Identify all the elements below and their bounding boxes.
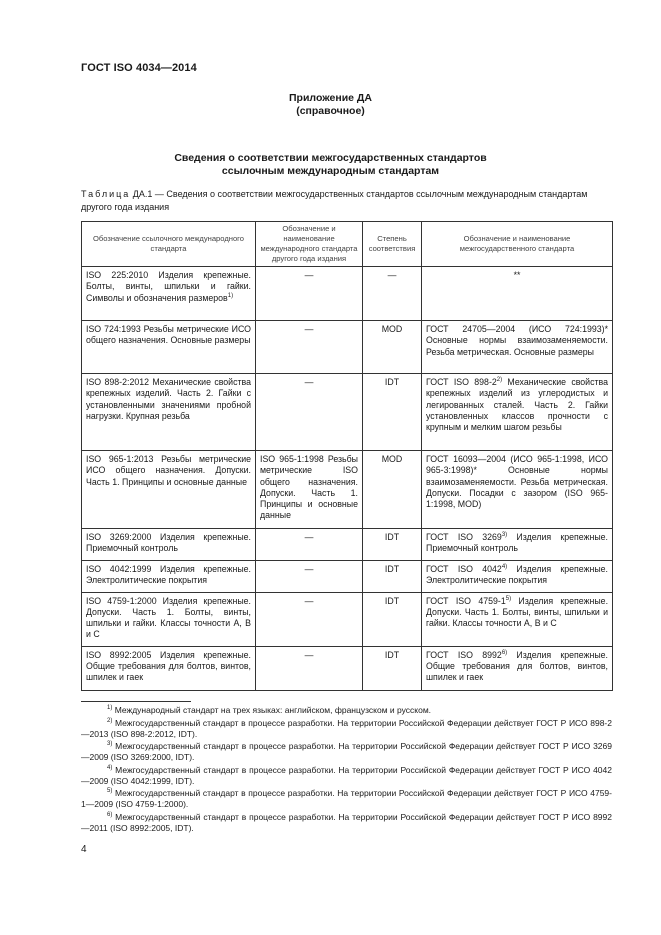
footnote-text: Межгосударственный стандарт в процессе разработки. На территории Российской Федерации действует ГОСТ Р ИСО 3269—2009 (ISO 3269:2000, IDT). (81, 741, 612, 762)
other-year-cell: — (256, 529, 363, 561)
footnote-text: Межгосударственный стандарт в процессе разработки. На территории Российской Федерации действует ГОСТ Р ИСО 4042—2009 (ISO 4042:1999, IDT). (81, 764, 612, 786)
other-year-cell: — (256, 321, 363, 374)
table-row (82, 267, 613, 321)
cell-text: ГОСТ ISO 898-2 (426, 377, 497, 387)
interstate-standard-cell (422, 374, 613, 451)
cell-text: ГОСТ ISO 4759-1 (426, 595, 506, 606)
ref-standard-cell (82, 267, 256, 321)
interstate-standard-cell (422, 646, 613, 690)
footnote (81, 788, 612, 810)
cell-text: ГОСТ ISO 3269 (426, 532, 502, 542)
header-ref-standard: Обозначение ссылочного международного стандарта (82, 222, 256, 267)
footnote-text: Межгосударственный стандарт в процессе разработки. На территории Российской Федерации действует ГОСТ Р ИСО 898-2—2013 (ISO 898-2:2012, IDT). (81, 717, 612, 739)
footnote-mark: 3) (107, 741, 113, 747)
cell-text: Изделия крепежные. Приемочный контроль (426, 532, 608, 554)
conformity-cell: IDT (363, 592, 422, 646)
interstate-standard-cell: ** (422, 267, 613, 321)
conformity-cell: IDT (363, 374, 422, 451)
ref-standard-cell: ISO 8992:2005 Изделия крепежные. Общие требования для болтов, винтов, шпилек и гаек (82, 646, 256, 690)
table-row (82, 321, 613, 374)
interstate-standard-cell (422, 529, 613, 561)
footnote-ref: 5) (505, 595, 512, 602)
conformity-cell: MOD (363, 451, 422, 529)
footnote-text: Межгосударственный стандарт в процессе разработки. На территории Российской Федерации действует ГОСТ Р ИСО 4759-1—2009 (ISO 4759-1:2000). (81, 788, 612, 809)
annex-subtitle: (справочное) (296, 105, 365, 117)
table-row (82, 374, 613, 451)
reference-standards-table (81, 221, 613, 691)
header-other-year-standard: Обозначение и наименование международного стандарта другого года издания (256, 222, 363, 267)
footnote-ref: 1) (227, 292, 234, 299)
cell-text: Механические свойства крепежных изделий из углеродистых и легированных сталей. Часть 2. Гайки установленных классов прочности с крупным и мелким шагом резьбы (426, 377, 608, 433)
table-row (82, 592, 613, 646)
conformity-cell: IDT (363, 646, 422, 690)
footnote-mark: 6) (107, 811, 113, 818)
footnote (81, 741, 612, 763)
section-title-line-2: ссылочным международным стандартам (221, 165, 440, 177)
other-year-cell: — (256, 267, 363, 321)
cell-text: Изделия крепежные. Общие требования для болтов, винтов, шпилек и гаек (426, 649, 608, 683)
other-year-cell: — (256, 646, 363, 690)
footnote-mark: 4) (107, 764, 113, 771)
footnote-text: Межгосударственный стандарт в процессе разработки. На территории Российской Федерации действует ГОСТ Р ИСО 8992—2011 (ISO 8992:2005, IDT). (81, 811, 612, 833)
cell-text: ГОСТ ISO 4042 (426, 563, 502, 574)
footnote-ref: 4) (501, 563, 508, 570)
footnote-mark: 1) (107, 705, 113, 711)
ref-standard-cell: ISO 3269:2000 Изделия крепежные. Приемочный контроль (82, 529, 256, 561)
footnotes (81, 705, 612, 835)
ref-standard-cell: ISO 965-1:2013 Резьбы метрические ИСО общего назначения. Допуски. Часть 1. Принципы и основные данные (82, 451, 256, 529)
interstate-standard-cell (422, 592, 613, 646)
table-row (82, 560, 613, 592)
footnote-mark: 2) (107, 717, 113, 724)
standard-id: ГОСТ ISO 4034—2014 (81, 62, 197, 74)
table-caption-text: ДА.1 — Сведения о соответствии межгосударственных стандартов ссылочным международным стандартам другого года издания (81, 189, 588, 212)
other-year-cell: — (256, 592, 363, 646)
interstate-standard-cell: ГОСТ 24705—2004 (ИСО 724:1993)* Основные нормы взаимозаменяемости. Резьба метрическая. Основные размеры (422, 321, 613, 374)
footnote (81, 718, 612, 740)
cell-text: ISO 225:2010 Изделия крепежные. Болты, винты, шпильки и гайки. Символы и обозначения размеров (86, 270, 251, 303)
table-caption-word: Таблица (81, 189, 131, 199)
footnote-text: Международный стандарт на трех языках: английском, французском и русском. (112, 705, 432, 715)
other-year-cell: ISO 965-1:1998 Резьбы метрические ISO общего назначения. Допуски. Часть 1. Принципы и основные данные (256, 451, 363, 529)
cell-text: ГОСТ ISO 8992 (426, 649, 502, 660)
table-row (82, 451, 613, 529)
other-year-cell: — (256, 374, 363, 451)
footnote-mark: 5) (107, 788, 113, 794)
footnote (81, 812, 612, 834)
table-row (82, 646, 613, 690)
annex-heading (0, 92, 661, 118)
footnote-ref: 6) (501, 649, 508, 656)
footnote-ref: 3) (501, 532, 508, 538)
conformity-cell: MOD (363, 321, 422, 374)
interstate-standard-cell (422, 560, 613, 592)
cell-text: Изделия крепежные. Допуски. Часть 1. Болты, винты, шпильки и гайки. Классы точности А, В и С (426, 595, 609, 629)
header-conformity-degree: Степень соответствия (363, 222, 422, 267)
interstate-standard-cell: ГОСТ 16093—2004 (ИСО 965-1:1998, ИСО 965-3:1998)* Основные нормы взаимозаменяемости. Резьба метрическая. Допуски. Посадки с зазором (ISO 965-1:1998, MOD) (422, 451, 613, 529)
cell-text: Изделия крепежные. Электролитические покрытия (426, 563, 608, 585)
conformity-cell: IDT (363, 529, 422, 561)
footnote-ref: 2) (496, 377, 503, 383)
table-row (82, 529, 613, 561)
ref-standard-cell: ISO 724:1993 Резьбы метрические ИСО общего назначения. Основные размеры (82, 321, 256, 374)
conformity-cell: — (363, 267, 422, 321)
section-title-line-1: Сведения о соответствии межгосударственных стандартов (174, 152, 487, 164)
header-interstate-standard: Обозначение и наименование межгосударственного стандарта (422, 222, 613, 267)
footnote (81, 765, 612, 787)
page-number: 4 (81, 844, 87, 855)
conformity-cell: IDT (363, 560, 422, 592)
ref-standard-cell: ISO 4759-1:2000 Изделия крепежные. Допуски. Часть 1. Болты, винты, шпильки и гайки. Классы точности А, В и С (82, 592, 256, 646)
section-title (0, 152, 661, 178)
table-header-row (82, 222, 613, 267)
other-year-cell: — (256, 560, 363, 592)
ref-standard-cell: ISO 4042:1999 Изделия крепежные. Электролитические покрытия (82, 560, 256, 592)
footnote-separator (81, 701, 191, 702)
ref-standard-cell: ISO 898-2:2012 Механические свойства крепежных изделий. Часть 2. Гайки с установленными значениями пробной нагрузки. Крупная резьба (82, 374, 256, 451)
table-caption (81, 188, 591, 213)
footnote (81, 705, 612, 716)
annex-title: Приложение ДА (289, 92, 372, 104)
